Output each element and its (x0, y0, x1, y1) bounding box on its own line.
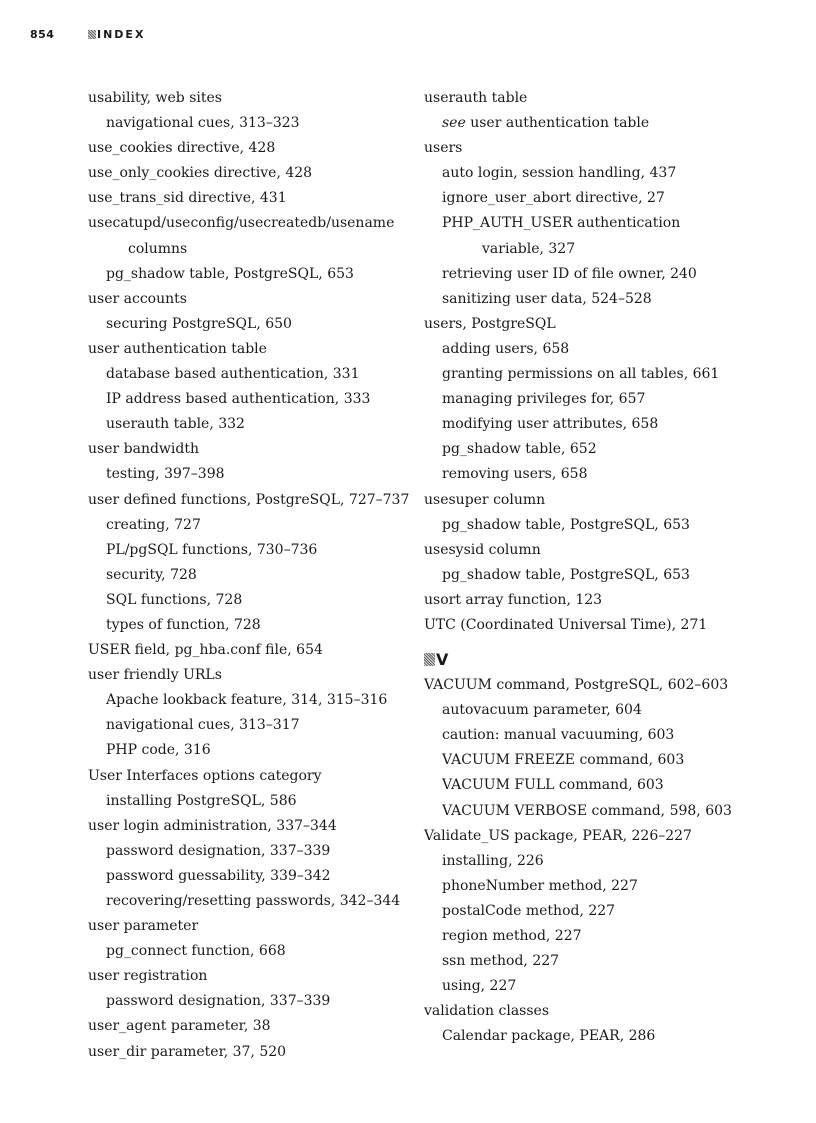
index-entry (88, 964, 403, 989)
index-entry (424, 673, 729, 698)
entry-text: VACUUM VERBOSE command, 598, 603 (442, 802, 732, 819)
index-subentry (88, 538, 403, 563)
index-subentry (424, 462, 724, 487)
index-entry (88, 488, 410, 513)
index-entry (88, 914, 403, 939)
index-entry (88, 764, 403, 789)
running-head (88, 28, 145, 41)
entry-text: Validate_US package, PEAR, 226–227 (424, 827, 692, 844)
index-subentry (88, 713, 403, 738)
entry-text: userauth table (424, 90, 528, 106)
entry-text: user login administration, 337–344 (88, 817, 337, 834)
index-entry (88, 186, 403, 211)
entry-text: use_trans_sid directive, 431 (88, 190, 287, 207)
index-entry (424, 86, 724, 111)
index-subentry (424, 773, 724, 798)
index-entry (88, 161, 403, 186)
entry-text: user authentication table (470, 115, 650, 132)
entry-text: navigational cues, 313–317 (106, 717, 300, 734)
entry-text: retrieving user ID of file owner, 240 (442, 265, 697, 282)
entry-text: user_dir parameter, 37, 520 (88, 1043, 287, 1060)
entry-text: validation classes (424, 1003, 550, 1020)
index-subentry (424, 412, 724, 437)
index-subentry (88, 387, 403, 412)
index-subentry (424, 698, 724, 723)
entry-text: users, PostgreSQL (424, 315, 556, 332)
entry-text: UTC (Coordinated Universal Time), 271 (424, 616, 708, 633)
entry-text: user defined functions, PostgreSQL, 727–737 (88, 491, 410, 508)
entry-text: IP address based authentication, 333 (106, 391, 371, 408)
hatch-marker-icon (88, 30, 96, 39)
index-subentry (424, 186, 724, 211)
entry-text: password guessability, 339–342 (106, 867, 331, 884)
entry-text: using, 227 (442, 978, 517, 995)
index-subentry (88, 738, 403, 763)
entry-text: installing, 226 (442, 852, 544, 869)
index-subentry (424, 874, 724, 899)
see-reference-label: see (442, 115, 466, 132)
index-entry (88, 211, 403, 261)
index-entry (88, 638, 403, 663)
section-heading (424, 647, 724, 673)
entry-text: user accounts (88, 290, 187, 307)
entry-text: usecatupd/useconfig/usecreatedb/usename columns (88, 215, 395, 257)
entry-text: ssn method, 227 (442, 953, 560, 970)
entry-text: Apache lookback feature, 314, 315–316 (106, 692, 388, 709)
entry-text: user registration (88, 968, 208, 985)
index-subentry (424, 849, 724, 874)
index-subentry (424, 974, 724, 999)
index-entry (424, 538, 724, 563)
entry-text: database based authentication, 331 (106, 366, 360, 383)
index-subentry (424, 262, 724, 287)
index-subentry (424, 513, 724, 538)
entry-text: postalCode method, 227 (442, 902, 616, 919)
index-subentry (424, 287, 724, 312)
index-subentry (424, 748, 724, 773)
index-subentry (88, 462, 403, 487)
index-entry (424, 312, 724, 337)
entry-text: user bandwidth (88, 441, 199, 458)
entry-text: modifying user attributes, 658 (442, 416, 659, 433)
index-entry (88, 86, 403, 111)
entry-text: usesuper column (424, 491, 546, 508)
page-number: 854 (30, 28, 55, 41)
index-subentry (424, 924, 724, 949)
index-entry (424, 136, 724, 161)
entry-text: PHP code, 316 (106, 742, 211, 759)
entry-text: VACUUM FREEZE command, 603 (442, 752, 685, 769)
index-entry (88, 437, 403, 462)
index-subentry (88, 889, 403, 914)
index-entry (88, 136, 403, 161)
entry-text: VACUUM FULL command, 603 (442, 777, 664, 794)
entry-text: userauth table, 332 (106, 416, 245, 433)
entry-text: usort array function, 123 (424, 591, 603, 608)
entry-text: SQL functions, 728 (106, 591, 243, 608)
index-entry (88, 1014, 403, 1039)
index-subentry (88, 262, 403, 287)
entry-text: auto login, session handling, 437 (442, 165, 677, 182)
index-subentry (424, 387, 724, 412)
index-subentry (424, 899, 724, 924)
entry-text: USER field, pg_hba.conf file, 654 (88, 642, 323, 659)
entry-text: user friendly URLs (88, 667, 222, 684)
index-subentry (424, 211, 724, 261)
index-subentry (88, 839, 403, 864)
index-subentry (424, 563, 724, 588)
index-subentry (424, 437, 724, 462)
hatch-marker-icon (424, 653, 435, 666)
entry-text: granting permissions on all tables, 661 (442, 366, 720, 383)
entry-text: securing PostgreSQL, 650 (106, 315, 292, 332)
entry-text: PL/pgSQL functions, 730–736 (106, 541, 318, 558)
index-entry (88, 663, 403, 688)
index-subentry (88, 111, 403, 136)
entry-text: ignore_user_abort directive, 27 (442, 190, 665, 207)
index-subentry (424, 111, 724, 136)
index-subentry (424, 161, 724, 186)
index-column-left (88, 86, 410, 1065)
index-entry (424, 999, 724, 1024)
entry-text: navigational cues, 313–323 (106, 115, 300, 132)
entry-text: users (424, 140, 463, 157)
entry-text: recovering/resetting passwords, 342–344 (106, 893, 401, 909)
index-subentry (424, 1024, 724, 1049)
entry-text: types of function, 728 (106, 616, 261, 633)
entry-text: password designation, 337–339 (106, 842, 331, 859)
entry-text: user authentication table (88, 340, 267, 357)
entry-text: User Interfaces options category (88, 767, 322, 784)
entry-text: VACUUM command, PostgreSQL, 602–603 (424, 677, 729, 694)
index-subentry (88, 412, 403, 437)
entry-text: use_only_cookies directive, 428 (88, 165, 313, 182)
index-subentry (88, 864, 403, 889)
index-subentry (88, 688, 403, 713)
index-subentry (88, 989, 403, 1014)
index-subentry (88, 312, 403, 337)
entry-text: PHP_AUTH_USER authentication variable, 327 (442, 215, 681, 257)
index-column-right (424, 86, 732, 1049)
index-entry (88, 814, 403, 839)
entry-text: region method, 227 (442, 928, 582, 944)
index-entry (88, 1040, 403, 1065)
entry-text: pg_shadow table, PostgreSQL, 653 (106, 265, 354, 282)
entry-text: user_agent parameter, 38 (88, 1018, 271, 1035)
entry-text: pg_shadow table, 652 (442, 441, 597, 458)
entry-text: removing users, 658 (442, 466, 588, 483)
index-subentry (424, 723, 724, 748)
index-subentry (88, 513, 403, 538)
index-entry (424, 613, 724, 638)
entry-text: autovacuum parameter, 604 (442, 702, 642, 719)
index-entry (88, 337, 403, 362)
index-subentry (88, 362, 403, 387)
entry-text: user parameter (88, 918, 199, 935)
entry-text: usability, web sites (88, 90, 222, 106)
entry-text: caution: manual vacuuming, 603 (442, 727, 675, 744)
entry-text: use_cookies directive, 428 (88, 140, 276, 157)
index-subentry (424, 799, 732, 824)
entry-text: phoneNumber method, 227 (442, 877, 638, 894)
index-entry (424, 488, 724, 513)
index-entry (424, 588, 724, 613)
entry-text: installing PostgreSQL, 586 (106, 792, 297, 809)
entry-text: managing privileges for, 657 (442, 391, 646, 408)
entry-text: pg_connect function, 668 (106, 943, 286, 960)
entry-text: sanitizing user data, 524–528 (442, 290, 652, 307)
entry-text: Calendar package, PEAR, 286 (442, 1028, 656, 1045)
index-subentry (424, 337, 724, 362)
index-subentry (424, 362, 724, 387)
index-subentry (424, 949, 724, 974)
entry-text: password designation, 337–339 (106, 993, 331, 1010)
index-entry (424, 824, 724, 849)
index-subentry (88, 613, 403, 638)
index-entry (88, 287, 403, 312)
entry-text: testing, 397–398 (106, 466, 225, 483)
index-subentry (88, 563, 403, 588)
entry-text: pg_shadow table, PostgreSQL, 653 (442, 566, 690, 583)
index-subentry (88, 588, 403, 613)
index-subentry (88, 789, 403, 814)
entry-text: pg_shadow table, PostgreSQL, 653 (442, 516, 690, 533)
entry-text: usesysid column (424, 541, 541, 558)
running-head-label: INDEX (97, 28, 146, 41)
entry-text: adding users, 658 (442, 340, 570, 357)
entry-text: creating, 727 (106, 516, 201, 533)
entry-text: security, 728 (106, 566, 197, 583)
section-heading-letter: V (436, 650, 449, 670)
index-subentry (88, 939, 403, 964)
